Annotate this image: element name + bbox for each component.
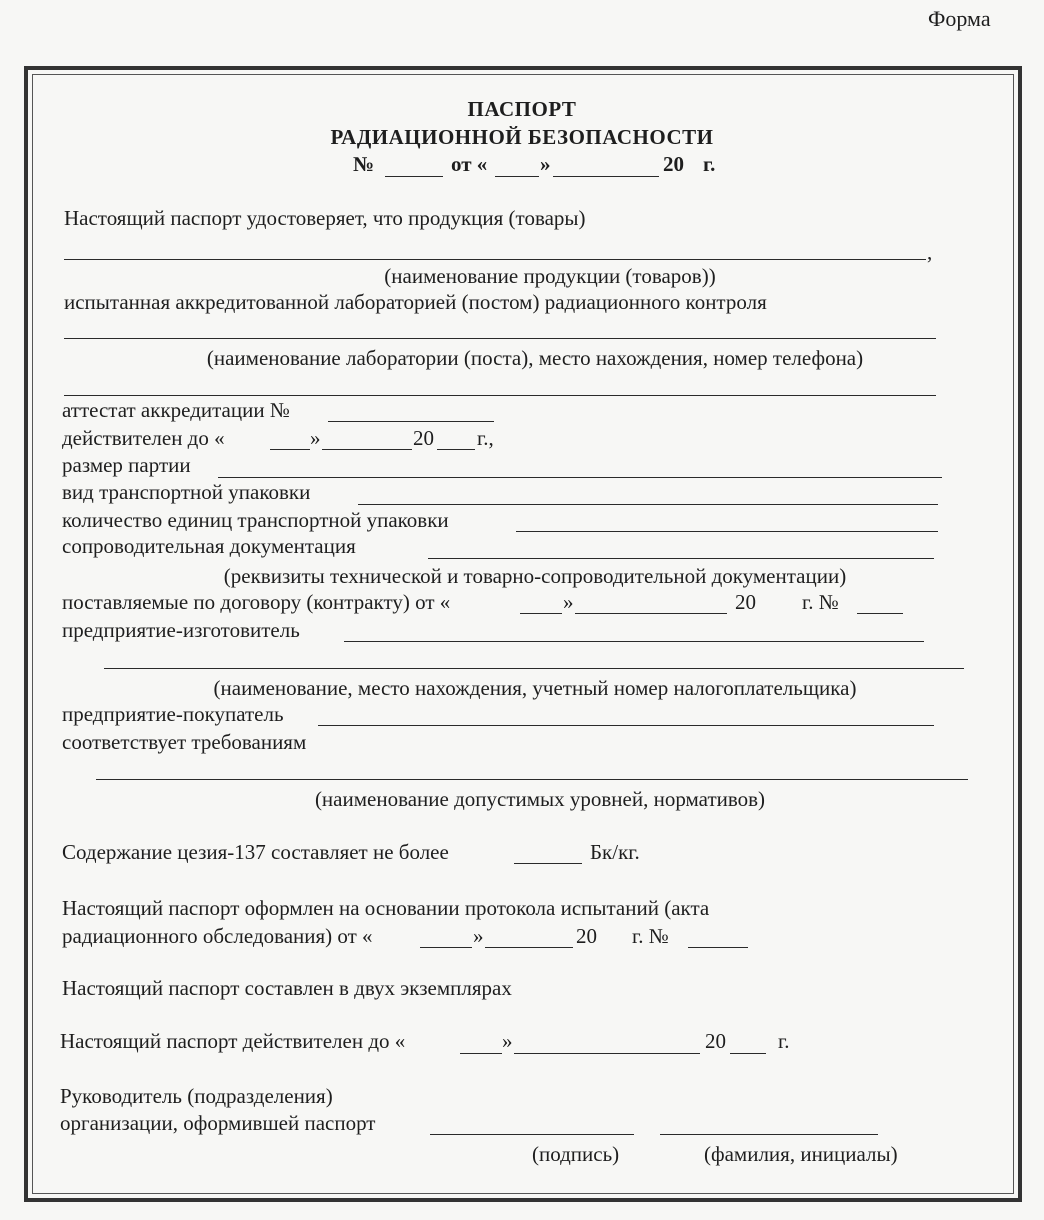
protocol-year-prefix: 20 (576, 924, 597, 948)
valid-month-field[interactable] (322, 449, 412, 450)
valid2-day-field[interactable] (460, 1053, 502, 1054)
copies-text: Настоящий паспорт составлен в двух экземплярах (62, 976, 512, 1000)
buyer-field[interactable] (318, 725, 934, 726)
valid2-year-field[interactable] (730, 1053, 766, 1054)
complies-label: соответствует требованиям (62, 730, 307, 754)
date-year-prefix: 20 (663, 152, 684, 176)
tested-by-text: испытанная аккредитованной лабораторией (постом) радиационного контроля (64, 290, 767, 314)
valid2-close-quote: » (502, 1029, 513, 1053)
contract-label: поставляемые по договору (контракту) от « (62, 590, 451, 614)
lab-name-field-2[interactable] (64, 395, 936, 396)
date-year-suffix: г. (703, 152, 716, 176)
head-label-2: организации, оформившей паспорт (60, 1111, 376, 1135)
contract-close-quote: » (563, 590, 574, 614)
caption-norms: (наименование допустимых уровней, нормативов) (314, 787, 766, 811)
contract-number-field[interactable] (857, 613, 903, 614)
valid-day-field[interactable] (270, 449, 310, 450)
caption-full-name: (фамилия, инициалы) (704, 1142, 898, 1166)
batch-size-field[interactable] (218, 477, 942, 478)
valid2-year-suffix: г. (778, 1029, 790, 1053)
product-name-field[interactable] (64, 259, 926, 260)
valid2-month-field[interactable] (514, 1053, 700, 1054)
head-label-1: Руководитель (подразделения) (60, 1084, 333, 1108)
requirements-field[interactable] (96, 779, 968, 780)
valid-until-label: действителен до « (62, 426, 225, 450)
documents-label: сопроводительная документация (62, 534, 356, 558)
protocol-number-label: г. № (632, 924, 669, 948)
valid-year-field[interactable] (437, 449, 475, 450)
caption-lab: (наименование лаборатории (поста), место нахождения, номер телефона) (206, 346, 864, 370)
date-month-field[interactable] (553, 176, 659, 177)
title-passport: ПАСПОРТ (467, 97, 577, 121)
accreditation-number-field[interactable] (328, 421, 494, 422)
cesium-unit: Бк/кг. (590, 840, 640, 864)
contract-number-label: г. № (802, 590, 839, 614)
documents-field[interactable] (428, 558, 934, 559)
number-field[interactable] (385, 176, 443, 177)
valid-close-quote: » (310, 426, 321, 450)
package-type-field[interactable] (358, 504, 938, 505)
cesium-value-field[interactable] (514, 863, 582, 864)
date-open-quote: от « (451, 152, 488, 176)
date-day-field[interactable] (495, 176, 539, 177)
package-count-field[interactable] (516, 531, 938, 532)
certifies-text: Настоящий паспорт удостоверяет, что продукция (товары) (64, 206, 586, 230)
accreditation-label: аттестат аккредитации № (62, 398, 290, 422)
package-type-label: вид транспортной упаковки (62, 480, 311, 504)
valid2-year-prefix: 20 (705, 1029, 726, 1053)
date-close-quote: » (540, 152, 551, 176)
manufacturer-field-2[interactable] (104, 668, 964, 669)
protocol-day-field[interactable] (420, 947, 472, 948)
caption-signature: (подпись) (532, 1142, 620, 1166)
cesium-text: Содержание цезия-137 составляет не более (62, 840, 449, 864)
full-name-field[interactable] (660, 1134, 878, 1135)
batch-size-label: размер партии (62, 453, 191, 477)
title-radiation-safety: РАДИАЦИОННОЙ БЕЗОПАСНОСТИ (330, 125, 714, 149)
protocol-month-field[interactable] (485, 947, 573, 948)
protocol-number-field[interactable] (688, 947, 748, 948)
manufacturer-field[interactable] (344, 641, 924, 642)
contract-day-field[interactable] (520, 613, 562, 614)
caption-manufacturer: (наименование, место нахождения, учетный номер налогоплательщика) (213, 676, 857, 700)
protocol-text-2: радиационного обследования) от « (62, 924, 373, 948)
contract-month-field[interactable] (575, 613, 727, 614)
valid-year-prefix: 20 (413, 426, 434, 450)
comma: , (927, 240, 933, 264)
valid-until-2-label: Настоящий паспорт действителен до « (60, 1029, 406, 1053)
buyer-label: предприятие-покупатель (62, 702, 284, 726)
number-label: № (353, 152, 375, 176)
caption-documents: (реквизиты технической и товарно-сопроводительной документации) (223, 564, 847, 588)
package-count-label: количество единиц транспортной упаковки (62, 508, 449, 532)
caption-product: (наименование продукции (товаров)) (384, 264, 716, 288)
form-label: Форма (928, 6, 991, 31)
valid-year-suffix: г., (477, 426, 494, 450)
manufacturer-label: предприятие-изготовитель (62, 618, 300, 642)
signature-field[interactable] (430, 1134, 634, 1135)
lab-name-field[interactable] (64, 338, 936, 339)
protocol-text-1: Настоящий паспорт оформлен на основании протокола испытаний (акта (62, 896, 710, 920)
contract-year-prefix: 20 (735, 590, 756, 614)
protocol-close-quote: » (473, 924, 484, 948)
